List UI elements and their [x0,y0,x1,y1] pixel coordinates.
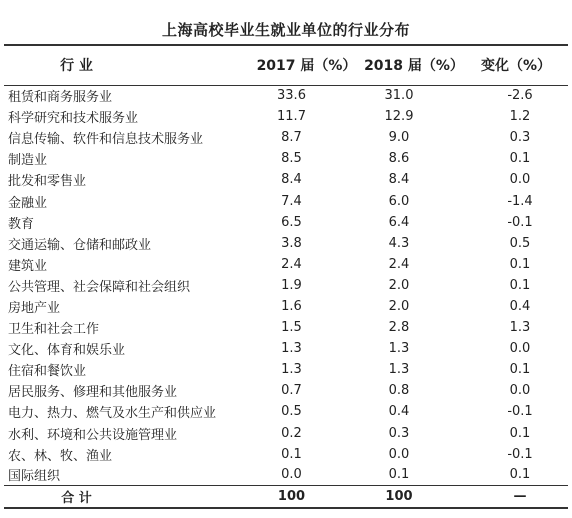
industry-cell: 水利、环境和公共设施管理业 [8,427,178,443]
table-row [4,465,568,486]
industry-cell: 电力、热力、燃气及水生产和供应业 [8,406,217,422]
value-2018-cell: 2.0 [388,277,410,293]
industry-cell: 批发和零售业 [8,174,87,190]
value-2018-cell: 6.0 [388,193,410,209]
table-row [4,444,568,465]
table-row [4,148,568,169]
value-2017-cell: 7.4 [281,193,302,209]
value-2017-cell: 1.3 [281,362,302,378]
change-cell: -0.1 [507,214,533,230]
table-title: 上海高校毕业生就业单位的行业分布 [161,21,410,39]
change-cell: 1.2 [509,109,531,125]
change-cell: 0.0 [509,341,531,357]
value-2018-cell: 1.3 [388,362,410,378]
value-2018-cell: 8.4 [388,172,410,188]
table-row [4,338,568,359]
header-industry: 行 业 [4,45,249,85]
value-2018-cell: 8.6 [388,151,410,167]
header-2017: 2017 届（%） [249,45,364,85]
industry-cell: 农、林、牧、渔业 [8,448,113,464]
value-2017-cell: 1.5 [281,320,302,336]
value-2018-cell: 0.4 [388,404,410,420]
value-2017-cell: 8.5 [281,151,302,167]
table-row [4,275,568,296]
value-2018-cell: 12.9 [384,109,414,125]
value-2017-cell: 0.0 [281,467,302,483]
change-cell: 0.1 [509,362,531,378]
value-2018-cell: 0.1 [388,467,410,483]
change-cell: -0.1 [507,446,533,462]
industry-cell: 租赁和商务服务业 [8,90,113,106]
industry-distribution-table [4,44,568,509]
industry-cell: 金融业 [8,195,48,211]
industry-cell: 公共管理、社会保障和社会组织 [8,279,191,295]
value-2017-cell: 0.5 [281,404,302,420]
industry-cell: 房地产业 [8,300,61,316]
industry-cell: 科学研究和技术服务业 [8,111,139,127]
table-row [4,169,568,190]
industry-cell: 教育 [8,216,35,232]
table-row [4,127,568,148]
table-row [4,212,568,233]
change-cell: 0.1 [509,467,531,483]
industry-cell: 国际组织 [8,469,61,485]
industry-cell: 文化、体育和娱乐业 [8,343,126,359]
table-body [4,85,568,508]
value-2017-cell: 33.6 [277,88,306,104]
value-2017-cell: 0.1 [281,446,302,462]
industry-cell: 建筑业 [8,258,48,274]
value-2017-cell: 1.6 [281,298,302,314]
value-2017-cell: 0.2 [281,425,302,441]
value-2018-cell: 0.3 [388,425,410,441]
header-row [4,45,568,85]
table-row [4,106,568,127]
change-cell: 0.4 [509,298,531,314]
industry-cell: 信息传输、软件和信息技术服务业 [8,132,204,148]
table-row [4,380,568,401]
total-2017: 100 [249,486,364,508]
table-row [4,233,568,254]
value-2017-cell: 2.4 [281,256,302,272]
table-row [4,254,568,275]
header-2018: 2018 届（%） [364,45,464,85]
industry-cell: 居民服务、修理和其他服务业 [8,385,178,401]
table-row [4,401,568,422]
change-cell: 0.1 [509,425,531,441]
value-2018-cell: 2.0 [388,298,410,314]
change-cell: 0.1 [509,151,531,167]
table-row [4,359,568,380]
total-label: 合 计 [4,486,249,508]
value-2017-cell: 3.8 [281,235,302,251]
value-2017-cell: 0.7 [281,383,302,399]
value-2017-cell: 11.7 [277,109,306,125]
header-change: 变化（%） [464,45,568,85]
table-row [4,296,568,317]
table-row [4,85,568,106]
value-2018-cell: 0.8 [388,383,410,399]
value-2018-cell: 6.4 [388,214,410,230]
change-cell: 1.3 [509,320,531,336]
total-row [4,486,568,508]
value-2018-cell: 1.3 [388,341,410,357]
change-cell: -1.4 [507,193,533,209]
value-2018-cell: 31.0 [384,88,414,104]
value-2018-cell: 9.0 [388,130,410,146]
change-cell: -0.1 [507,404,533,420]
value-2017-cell: 1.9 [281,277,302,293]
change-cell: 0.0 [509,172,531,188]
value-2017-cell: 8.4 [281,172,302,188]
value-2017-cell: 1.3 [281,341,302,357]
table-row [4,423,568,444]
value-2018-cell: 2.4 [388,256,410,272]
total-2018: 100 [364,486,464,508]
industry-cell: 交通运输、仓储和邮政业 [8,237,152,253]
change-cell: 0.3 [509,130,531,146]
change-cell: 0.5 [509,235,531,251]
value-2017-cell: 8.7 [281,130,302,146]
change-cell: 0.1 [509,256,531,272]
total-change: — [464,486,568,508]
value-2018-cell: 4.3 [388,235,410,251]
industry-cell: 制造业 [8,153,48,169]
industry-cell: 住宿和餐饮业 [8,364,87,380]
change-cell: 0.1 [509,277,531,293]
table-row [4,317,568,338]
industry-cell: 卫生和社会工作 [8,322,100,338]
value-2018-cell: 0.0 [388,446,410,462]
table-row [4,190,568,211]
change-cell: -2.6 [507,88,533,104]
value-2017-cell: 6.5 [281,214,302,230]
change-cell: 0.0 [509,383,531,399]
value-2018-cell: 2.8 [388,320,410,336]
